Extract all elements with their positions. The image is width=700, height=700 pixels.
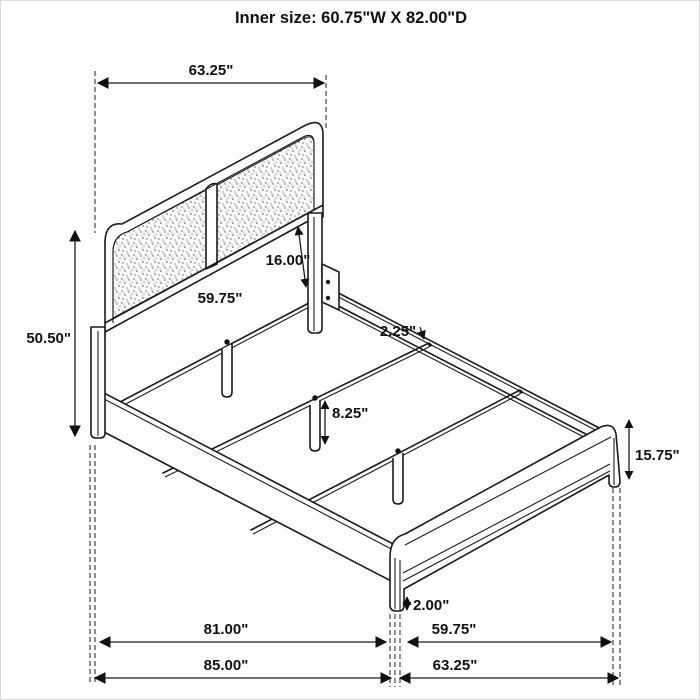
bed-frame-drawing: [1, 1, 699, 699]
headboard: [91, 123, 339, 438]
headboard-panel-left: [113, 190, 206, 318]
label-headboard-height: 50.50": [26, 330, 71, 347]
bracket-screw-hole: [326, 296, 330, 300]
bracket-screw-hole: [326, 280, 330, 284]
dimension-labels: [26, 9, 679, 674]
label-inner-length: 81.00": [203, 621, 249, 638]
label-rail-thickness: 2.25": [379, 323, 417, 340]
label-footboard-inner-width: 59.75": [431, 621, 477, 638]
diagram-title: Inner size: 60.75"W X 82.00"D: [234, 9, 468, 27]
label-footboard-clearance: 2.00": [413, 597, 450, 614]
headboard-leg-right: [308, 213, 322, 333]
label-panel-gap: 16.00": [265, 252, 311, 269]
label-headboard-inner-width: 59.75": [197, 290, 243, 307]
footboard-panel: [390, 425, 620, 611]
label-footboard-height: 15.75": [635, 447, 680, 464]
label-headboard-width: 63.25": [188, 62, 234, 79]
headboard-center-post: [206, 184, 217, 269]
slat-screw-dot: [428, 343, 432, 347]
rail-mounting-bracket: [322, 264, 339, 310]
label-footboard-overall-width: 63.25": [432, 657, 478, 674]
far-side-rail: [323, 285, 607, 449]
footboard: [390, 425, 620, 611]
label-leg-height: 8.25": [332, 405, 369, 422]
dim-line-rail-thickness: [420, 327, 424, 339]
label-overall-length: 85.00": [203, 657, 249, 674]
slat-screw-dot: [519, 390, 523, 394]
